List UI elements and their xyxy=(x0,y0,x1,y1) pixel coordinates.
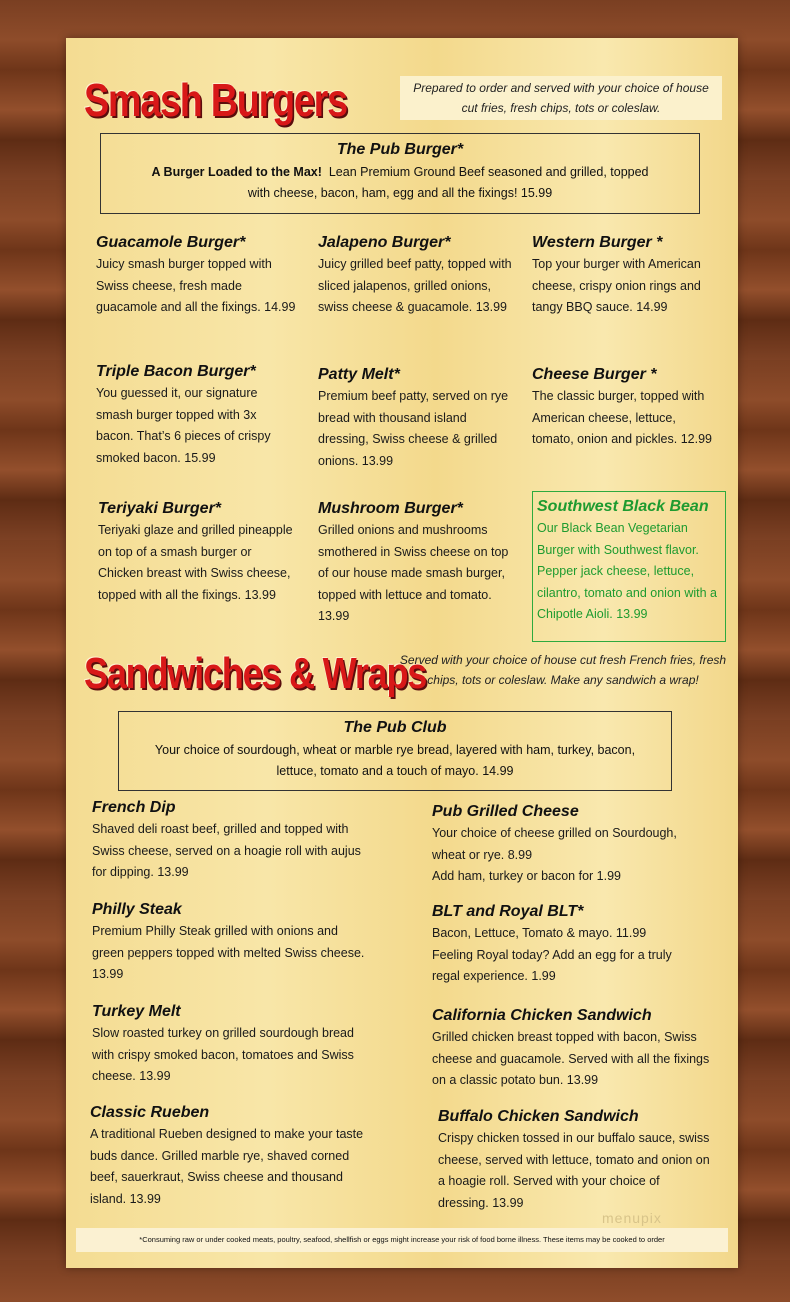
item-name: Southwest Black Bean xyxy=(537,498,709,515)
item-name: California Chicken Sandwich xyxy=(432,1007,652,1024)
item-desc: Your choice of cheese grilled on Sourdough, wheat or rye. 8.99 xyxy=(432,826,677,862)
item-desc: Our Black Bean Vegetarian Burger with Southwest flavor. Pepper jack cheese, lettuce, cilantro, tomato and onion with a Chipotle Aioli. 13.99 xyxy=(537,521,717,621)
item-name: Triple Bacon Burger* xyxy=(96,363,256,380)
item-desc: Shaved deli roast beef, grilled and topped with Swiss cheese, served on a hoagie roll with aujus for dipping. 13.99 xyxy=(92,822,361,879)
item-name: Patty Melt* xyxy=(318,366,400,383)
featured-name: The Pub Club xyxy=(343,719,447,736)
menu-item xyxy=(318,364,518,472)
item-desc: The classic burger, topped with American cheese, lettuce, tomato, onion and pickles. 12.99 xyxy=(532,389,712,446)
item-desc: Teriyaki glaze and grilled pineapple on top of a smash burger or Chicken breast with Swiss cheese, topped with all the fixings. 13.99 xyxy=(98,523,293,602)
item-name: Buffalo Chicken Sandwich xyxy=(438,1108,639,1125)
sandwiches-note: Served with your choice of house cut fresh French fries, fresh chips, tots or coleslaw. Make any sandwich a wrap! xyxy=(399,653,727,687)
item-name: Western Burger * xyxy=(532,234,663,251)
item-desc: Premium Philly Steak grilled with onions and green peppers topped with melted Swiss cheese. 13.99 xyxy=(92,924,365,981)
watermark: menupix xyxy=(602,1210,662,1226)
menu-item xyxy=(90,1102,374,1210)
item-desc: Top your burger with American cheese, crispy onion rings and tangy BBQ sauce. 14.99 xyxy=(532,257,701,314)
item-name: Cheese Burger * xyxy=(532,366,657,383)
item-desc: Juicy smash burger topped with Swiss cheese, fresh made guacamole and all the fixings. 14.99 xyxy=(96,257,296,314)
burgers-note: Prepared to order and served with your choice of house cut fries, fresh chips, tots or coleslaw. xyxy=(400,76,722,120)
item-desc: Bacon, Lettuce, Tomato & mayo. 11.99 xyxy=(432,926,647,940)
item-desc: Premium beef patty, served on rye bread with thousand island dressing, Swiss cheese & grilled onions. 13.99 xyxy=(318,389,509,468)
featured-lead: A Burger Loaded to the Max! xyxy=(151,165,322,179)
item-desc: Juicy grilled beef patty, topped with sliced jalapenos, grilled onions, swiss cheese & guacamole. 13.99 xyxy=(318,257,512,314)
menu-item xyxy=(92,1001,368,1088)
item-name: French Dip xyxy=(92,799,176,816)
item-desc: You guessed it, our signature smash burger topped with 3x bacon. That’s 6 pieces of crispy smoked bacon. 15.99 xyxy=(96,386,271,465)
featured-name: The Pub Burger* xyxy=(336,141,464,158)
item-desc: A traditional Rueben designed to make your taste buds dance. Grilled marble rye, shaved corned beef, sauerkraut, Swiss cheese and thousand island. 13.99 xyxy=(90,1127,364,1206)
item-name: Turkey Melt xyxy=(92,1003,181,1020)
featured-pub-club xyxy=(118,711,672,791)
menu-item xyxy=(432,901,714,988)
menu-item xyxy=(438,1106,710,1214)
menu-item xyxy=(318,232,516,319)
menu-item xyxy=(96,232,296,319)
menu-item xyxy=(432,1005,716,1092)
featured-pub-burger xyxy=(100,133,700,214)
item-desc: Crispy chicken tossed in our buffalo sauce, swiss cheese, served with lettuce, tomato and onion on a hoagie roll. Served with your choice of dressing. 13.99 xyxy=(438,1131,710,1210)
featured-desc: Your choice of sourdough, wheat or marble rye bread, layered with ham, turkey, bacon, lettuce, tomato and a touch of mayo. 14.99 xyxy=(154,743,636,778)
menu-item xyxy=(92,797,368,884)
menu-item xyxy=(96,361,296,469)
item-name: Pub Grilled Cheese xyxy=(432,803,579,820)
menu-item xyxy=(432,801,722,888)
item-name: Philly Steak xyxy=(92,901,182,918)
menu-item xyxy=(532,364,712,451)
item-name: Mushroom Burger* xyxy=(318,500,463,517)
item-desc: Slow roasted turkey on grilled sourdough bread with crispy smoked bacon, tomatoes and Swiss cheese. 13.99 xyxy=(92,1026,354,1083)
item-name: Jalapeno Burger* xyxy=(318,234,451,251)
item-desc-addon: Feeling Royal today? Add an egg for a truly regal experience. 1.99 xyxy=(432,947,672,983)
menu-item xyxy=(98,498,294,606)
featured-description xyxy=(101,162,699,204)
section-title-sandwiches: Sandwiches & Wraps xyxy=(84,649,427,698)
item-desc: Grilled onions and mushrooms smothered in Swiss cheese on top of our house made smash burger, topped with lettuce and tomato. 13.99 xyxy=(318,523,509,623)
footer-disclaimer: *Consuming raw or under cooked meats, poultry, seafood, shellfish or eggs might increase your risk of food borne illness. These items may be cooked to order xyxy=(76,1228,728,1252)
item-desc: Grilled chicken breast topped with bacon, Swiss cheese and guacamole. Served with all the fixings on a classic potato bun. 13.99 xyxy=(432,1030,710,1087)
menu-board xyxy=(66,38,738,1268)
item-name: BLT and Royal BLT* xyxy=(432,903,584,920)
item-name: Classic Rueben xyxy=(90,1104,210,1121)
menu-item xyxy=(92,899,372,986)
item-name: Guacamole Burger* xyxy=(96,234,246,251)
menu-item-featured-vegetarian xyxy=(532,491,726,642)
menu-item xyxy=(532,232,712,319)
section-title-burgers: Smash Burgers xyxy=(84,74,347,126)
menu-item xyxy=(318,498,522,628)
item-desc-addon: Add ham, turkey or bacon for 1.99 xyxy=(432,869,621,883)
item-name: Teriyaki Burger* xyxy=(98,500,222,517)
featured-desc: Lean Premium Ground Beef seasoned and grilled, topped with cheese, bacon, ham, egg and all the fixings! 15.99 xyxy=(247,165,649,200)
